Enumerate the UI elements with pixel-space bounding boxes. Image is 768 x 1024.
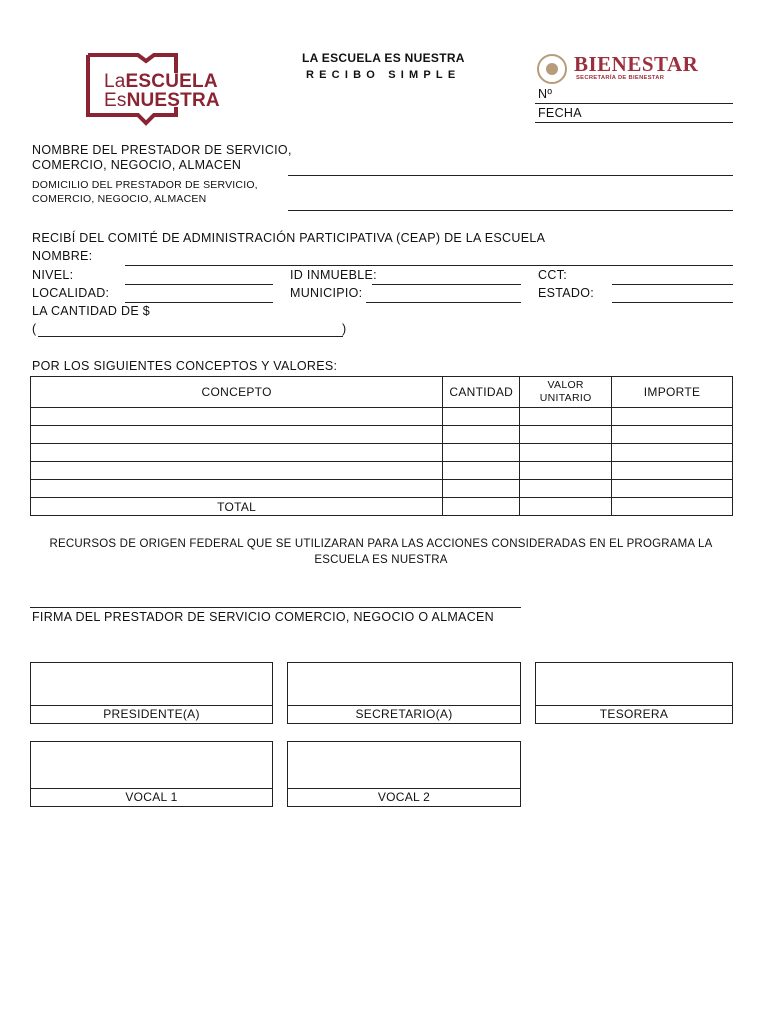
amount-cell[interactable]: [612, 462, 733, 480]
amount-cell[interactable]: [612, 408, 733, 426]
doc-title: RECIBO SIMPLE: [306, 69, 461, 81]
vocal1-signature-box[interactable]: [30, 741, 273, 789]
total-amount-cell[interactable]: [612, 498, 733, 516]
president-label: PRESIDENTE(A): [30, 705, 273, 724]
treasurer-label: TESORERA: [535, 705, 733, 724]
amount-label: LA CANTIDAD DE $: [32, 304, 151, 318]
table-row[interactable]: [31, 408, 733, 426]
table-row[interactable]: [31, 462, 733, 480]
provider-name-label-1: NOMBRE DEL PRESTADOR DE SERVICIO,: [32, 143, 292, 157]
quantity-cell[interactable]: [443, 426, 520, 444]
state-label: ESTADO:: [538, 286, 595, 300]
building-id-field[interactable]: [372, 284, 521, 285]
provider-name-label-2: COMERCIO, NEGOCIO, ALMACEN: [32, 158, 242, 172]
school-name-field[interactable]: [125, 265, 733, 266]
concept-cell[interactable]: [31, 444, 443, 462]
unitario-label: UNITARIO: [539, 392, 592, 404]
column-header-cantidad: CANTIDAD: [443, 377, 520, 408]
locality-label: LOCALIDAD:: [32, 286, 110, 300]
provider-address-label-1: DOMICILIO DEL PRESTADOR DE SERVICIO,: [32, 179, 258, 191]
total-quantity-cell[interactable]: [443, 498, 520, 516]
building-id-label: ID INMUEBLE:: [290, 268, 377, 282]
table-row[interactable]: [31, 426, 733, 444]
federal-notice-line-2: ESCUELA ES NUESTRA: [314, 554, 448, 566]
date-label: FECHA: [538, 106, 582, 120]
level-label: NIVEL:: [32, 268, 74, 282]
president-signature-box[interactable]: [30, 662, 273, 706]
quantity-cell[interactable]: [443, 408, 520, 426]
provider-name-field[interactable]: [288, 175, 733, 176]
concepts-intro: POR LOS SIGUIENTES CONCEPTOS Y VALORES:: [32, 359, 338, 373]
municipality-label: MUNICIPIO:: [290, 286, 363, 300]
quantity-cell[interactable]: [443, 444, 520, 462]
locality-field[interactable]: [125, 302, 273, 303]
unit-value-cell[interactable]: [520, 480, 612, 498]
concept-cell[interactable]: [31, 426, 443, 444]
quantity-cell[interactable]: [443, 480, 520, 498]
amount-cell[interactable]: [612, 444, 733, 462]
unit-value-cell[interactable]: [520, 462, 612, 480]
bienestar-subtitle: SECRETARÍA DE BIENESTAR: [576, 75, 665, 81]
number-field[interactable]: [535, 103, 733, 104]
received-text: RECIBÍ DEL COMITÉ DE ADMINISTRACIÓN PARTICIPATIVA (CEAP) DE LA ESCUELA: [32, 231, 546, 245]
state-field[interactable]: [612, 302, 733, 303]
treasurer-signature-box[interactable]: [535, 662, 733, 706]
provider-signature-line[interactable]: [30, 607, 521, 608]
total-label: TOTAL: [31, 498, 443, 516]
secretary-signature-box[interactable]: [287, 662, 521, 706]
quantity-cell[interactable]: [443, 462, 520, 480]
vocal2-label: VOCAL 2: [287, 788, 521, 807]
vocal1-label: VOCAL 1: [30, 788, 273, 807]
number-label: Nº: [538, 87, 553, 101]
concepts-table: [30, 376, 733, 516]
concept-cell[interactable]: [31, 462, 443, 480]
valor-label: VALOR: [547, 379, 584, 391]
column-header-valor-unitario: [520, 377, 612, 408]
total-row: [31, 498, 733, 516]
column-header-concepto: CONCEPTO: [31, 377, 443, 408]
cct-field[interactable]: [612, 284, 733, 285]
unit-value-cell[interactable]: [520, 426, 612, 444]
bienestar-logo: BIENESTAR: [574, 52, 699, 76]
amount-cell[interactable]: [612, 426, 733, 444]
table-header-row: [31, 377, 733, 408]
table-row[interactable]: [31, 480, 733, 498]
municipality-field[interactable]: [366, 302, 521, 303]
table-row[interactable]: [31, 444, 733, 462]
school-name-label: NOMBRE:: [32, 249, 93, 263]
provider-signature-label: FIRMA DEL PRESTADOR DE SERVICIO COMERCIO, NEGOCIO O ALMACEN: [32, 610, 494, 624]
amount-open-paren: (: [32, 322, 37, 336]
concept-cell[interactable]: [31, 480, 443, 498]
escuela-es-nuestra-logo: LaESCUELA EsNUESTRA: [84, 53, 224, 129]
date-field[interactable]: [535, 122, 733, 123]
column-header-importe: IMPORTE: [612, 377, 733, 408]
vocal2-signature-box[interactable]: [287, 741, 521, 789]
mexico-seal-icon: [537, 54, 567, 84]
amount-field[interactable]: [38, 336, 343, 337]
provider-address-label-2: COMERCIO, NEGOCIO, ALMACEN: [32, 193, 207, 205]
amount-cell[interactable]: [612, 480, 733, 498]
secretary-label: SECRETARIO(A): [287, 705, 521, 724]
level-field[interactable]: [125, 284, 273, 285]
program-title: LA ESCUELA ES NUESTRA: [302, 51, 465, 65]
unit-value-cell[interactable]: [520, 408, 612, 426]
concept-cell[interactable]: [31, 408, 443, 426]
federal-notice-line-1: RECURSOS DE ORIGEN FEDERAL QUE SE UTILIZARAN PARA LAS ACCIONES CONSIDERADAS EN EL PROGRAMA LA: [49, 538, 713, 550]
total-unit-cell[interactable]: [520, 498, 612, 516]
unit-value-cell[interactable]: [520, 444, 612, 462]
amount-close-paren: ): [342, 322, 347, 336]
cct-label: CCT:: [538, 268, 567, 282]
provider-address-field[interactable]: [288, 210, 733, 211]
